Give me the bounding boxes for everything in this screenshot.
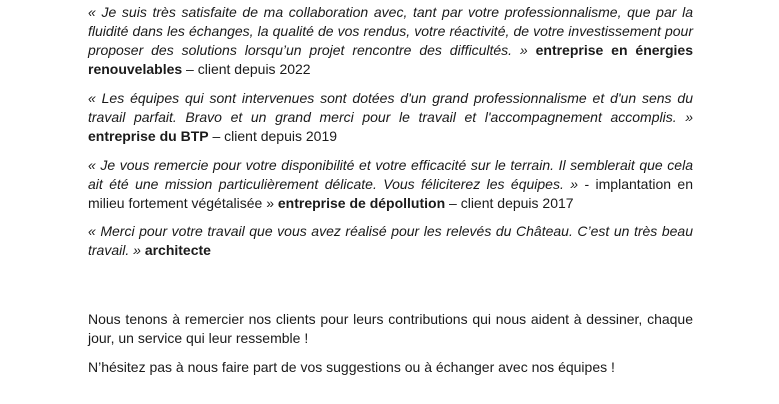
testimonial-company: entreprise en énergies renouvelables bbox=[88, 42, 693, 77]
testimonial-2 bbox=[88, 89, 693, 146]
testimonial-client-since: – client depuis 2022 bbox=[186, 61, 311, 77]
testimonials-document bbox=[88, 3, 693, 387]
testimonial-company: entreprise de dépollution bbox=[277, 195, 446, 211]
closing-thanks: Nous tenons à remercier nos clients pour leurs contributions qui nous aident à dessiner, chaque jour, un service qui leur ressemble ! bbox=[88, 311, 693, 346]
spacer bbox=[88, 270, 693, 310]
testimonial-3 bbox=[88, 156, 693, 213]
testimonial-client-since: – client depuis 2019 bbox=[212, 128, 338, 144]
testimonial-context: - implantation en milieu fortement végétalisée » bbox=[88, 176, 693, 211]
testimonial-1 bbox=[88, 3, 693, 79]
testimonial-quote: « Les équipes qui sont intervenues sont dotées d'un grand professionnalisme et d'un sens du travail parfait. Bravo et un grand merci pour le travail et l'accompagnement accomplis. » bbox=[88, 90, 693, 125]
closing-invite: N’hésitez pas à nous faire part de vos suggestions ou à échanger avec nos équipes ! bbox=[88, 359, 615, 375]
testimonial-client-since: – client depuis 2017 bbox=[449, 195, 574, 211]
testimonial-quote: « Je suis très satisfaite de ma collaboration avec, tant par votre professionnalisme, que par la fluidité dans les échanges, la qualité de vos rendus, votre réactivité, de votre investissement pour proposer des solutions lorsqu’un projet rencontre des difficultés. » bbox=[88, 4, 693, 58]
testimonial-4 bbox=[88, 222, 693, 260]
testimonial-quote: « Je vous remercie pour votre disponibilité et votre efficacité sur le terrain. Il semblerait que cela ait été une mission particulièrement délicate. Vous féliciterez les équipes. » bbox=[88, 157, 693, 192]
testimonial-quote: « Merci pour votre travail que vous avez réalisé pour les relevés du Château. C’est un très beau travail. » bbox=[88, 223, 693, 258]
testimonial-company: architecte bbox=[144, 242, 211, 258]
testimonial-company: entreprise du BTP bbox=[88, 128, 209, 144]
